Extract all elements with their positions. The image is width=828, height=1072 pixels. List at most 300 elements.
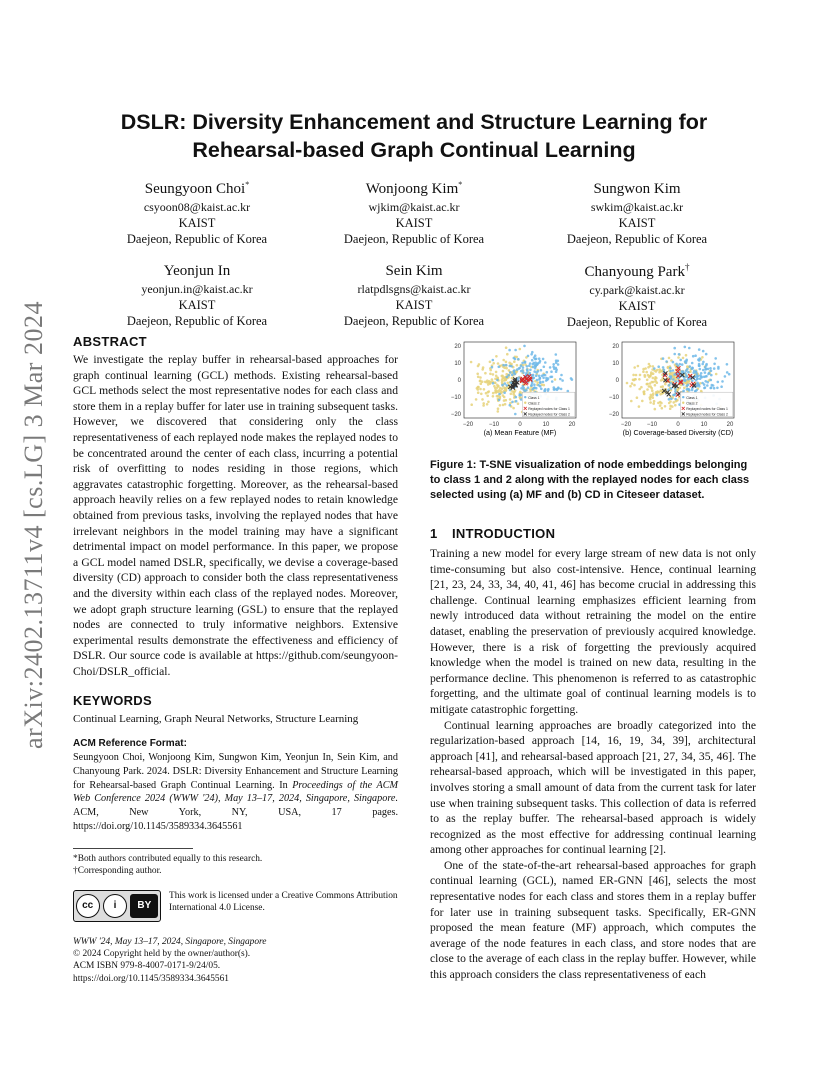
- class2-point: [674, 404, 677, 407]
- class2-point: [482, 402, 485, 405]
- class1-point: [544, 361, 547, 364]
- class2-point: [496, 384, 499, 387]
- class2-point: [496, 395, 499, 398]
- class1-point: [515, 396, 518, 399]
- class1-point: [514, 349, 517, 352]
- class2-point: [633, 384, 636, 387]
- class2-point: [489, 373, 492, 376]
- class2-point: [677, 389, 680, 392]
- footnotes: [73, 848, 398, 878]
- class1-point: [525, 389, 528, 392]
- class1-point: [701, 382, 704, 385]
- license-block: [73, 890, 398, 922]
- tsne-figure: [430, 336, 756, 448]
- class2-point: [477, 391, 480, 394]
- class2-point: [502, 404, 505, 407]
- class2-point: [499, 404, 502, 407]
- class2-point: [677, 356, 680, 359]
- class2-point: [643, 392, 646, 395]
- class2-point: [502, 359, 505, 362]
- attribution-icon: i: [103, 894, 127, 918]
- footnote-rule: [73, 848, 193, 849]
- arxiv-sidebar-stamp: arXiv:2402.13711v4 [cs.LG] 3 Mar 2024: [19, 301, 48, 749]
- class2-point: [480, 393, 483, 396]
- author-block: Seungyoon Choi* csyoon08@kaist.ac.kr KAIST Daejeon, Republic of Korea: [87, 175, 307, 247]
- class1-point: [692, 355, 695, 358]
- class1-point: [549, 366, 552, 369]
- class2-point: [668, 373, 671, 376]
- copyright-block: [73, 936, 398, 986]
- y-tick-label: −10: [608, 395, 619, 401]
- class1-point: [681, 363, 684, 366]
- class1-point: [531, 359, 534, 362]
- class2-point: [652, 381, 655, 384]
- isbn-line: ACM ISBN 979-8-4007-0171-9/24/05.: [73, 961, 221, 972]
- class1-point: [535, 374, 538, 377]
- class2-point: [660, 379, 663, 382]
- y-tick-label: −20: [608, 412, 619, 418]
- class2-point: [664, 383, 667, 386]
- author-location: Daejeon, Republic of Korea: [126, 314, 268, 328]
- class1-point: [508, 349, 511, 352]
- author-name: Yeonjun In: [163, 263, 231, 279]
- class2-point: [503, 367, 506, 370]
- class1-point: [684, 360, 687, 363]
- class1-point: [539, 360, 542, 363]
- author-location: Daejeon, Republic of Korea: [126, 232, 268, 246]
- class2-point: [477, 365, 480, 368]
- class1-point: [517, 376, 520, 379]
- class1-point: [698, 348, 701, 351]
- acm-reference-text: Seungyoon Choi, Wonjoong Kim, Sungwon Kim, Yeonjun In, Sein Kim, and Chanyoung Park. 2024. DSLR: Diversity Enhancement and Structure Learning for Rehearsal-based Graph Continual Learning. In Proceedings of the ACM Web Conference 2024 (WWW '24), May 13–17, 2024, Singapore, Singapore. ACM, New York, NY, USA, 17 pages. https://doi.org/10.1145/3589334.3645561: [73, 752, 398, 833]
- class1-point: [673, 353, 676, 356]
- class2-point: [492, 362, 495, 365]
- x-tick-label: −10: [646, 422, 658, 428]
- class1-point: [524, 361, 527, 364]
- class2-point: [636, 396, 639, 399]
- class2-point: [715, 373, 718, 376]
- y-tick-label: 10: [612, 361, 619, 367]
- class1-point: [704, 366, 707, 369]
- class2-point: [509, 398, 512, 401]
- legend-label: Class 2: [686, 401, 698, 406]
- class1-point: [498, 393, 501, 396]
- class2-point: [671, 372, 674, 375]
- author-affiliation: KAIST: [178, 216, 216, 230]
- class1-point: [561, 379, 564, 382]
- legend-marker: [524, 396, 526, 398]
- legend-label: Replayed nodes for Class 2: [528, 412, 570, 417]
- class2-point: [649, 385, 652, 388]
- class2-point: [654, 380, 657, 383]
- legend-label: Replayed nodes for Class 2: [686, 412, 728, 417]
- class1-point: [522, 371, 525, 374]
- class1-point: [679, 359, 682, 362]
- class2-point: [631, 382, 634, 385]
- class1-point: [724, 375, 727, 378]
- class1-point: [520, 387, 523, 390]
- panel-b-plot: [609, 342, 734, 437]
- author-location: Daejeon, Republic of Korea: [343, 314, 485, 328]
- class2-point: [496, 386, 499, 389]
- class1-point: [657, 365, 660, 368]
- author-block: [304, 257, 524, 329]
- class1-point: [542, 377, 545, 380]
- class1-point: [684, 346, 687, 349]
- class1-point: [678, 353, 681, 356]
- class1-point: [532, 363, 535, 366]
- by-label: BY: [130, 894, 158, 918]
- conference-line: WWW '24, May 13–17, 2024, Singapore, Singapore: [73, 936, 267, 947]
- class1-point: [511, 374, 514, 377]
- class1-point: [691, 362, 694, 365]
- class1-point: [514, 358, 517, 361]
- class2-point: [488, 390, 491, 393]
- class1-point: [673, 347, 676, 350]
- class2-point: [656, 390, 659, 393]
- class1-point: [540, 369, 543, 372]
- class1-point: [726, 363, 729, 366]
- class1-point: [537, 370, 540, 373]
- class2-point: [495, 355, 498, 358]
- class1-point: [706, 381, 709, 384]
- class2-point: [493, 385, 496, 388]
- class2-point: [637, 365, 640, 368]
- class2-point: [654, 384, 657, 387]
- author-location: Daejeon, Republic of Korea: [343, 232, 485, 246]
- class1-point: [560, 388, 563, 391]
- class1-point: [670, 376, 673, 379]
- class1-point: [669, 367, 672, 370]
- panel-a-plot: [451, 342, 576, 437]
- class1-point: [552, 366, 555, 369]
- class1-point: [526, 365, 529, 368]
- author-email: yeonjun.in@kaist.ac.kr: [141, 282, 253, 296]
- class1-point: [699, 377, 702, 380]
- x-tick-label: −20: [620, 422, 632, 428]
- class2-point: [650, 394, 653, 397]
- class2-point: [494, 391, 497, 394]
- class1-point: [517, 358, 520, 361]
- class1-point: [506, 384, 509, 387]
- class1-point: [525, 372, 528, 375]
- introduction-heading: 1 INTRODUCTION: [430, 526, 556, 541]
- class2-point: [661, 407, 664, 410]
- class2-point: [633, 366, 636, 369]
- class2-point: [669, 400, 672, 403]
- y-tick-label: −20: [450, 412, 461, 418]
- class2-point: [491, 378, 494, 381]
- y-tick-label: 20: [454, 344, 461, 350]
- class1-point: [713, 363, 716, 366]
- class2-point: [672, 401, 675, 404]
- class1-point: [509, 404, 512, 407]
- class2-point: [507, 382, 510, 385]
- author-name: Sein Kim: [385, 263, 443, 279]
- class1-point: [505, 364, 508, 367]
- class2-point: [685, 354, 688, 357]
- class2-point: [480, 382, 483, 385]
- class1-point: [689, 365, 692, 368]
- class2-point: [646, 388, 649, 391]
- class2-point: [497, 407, 500, 410]
- class1-point: [571, 378, 574, 381]
- class1-point: [496, 379, 499, 382]
- class2-point: [660, 386, 663, 389]
- x-tick-label: 0: [676, 422, 680, 428]
- class1-point: [728, 373, 731, 376]
- class2-point: [479, 388, 482, 391]
- class1-point: [555, 353, 558, 356]
- class1-point: [542, 381, 545, 384]
- class2-point: [543, 384, 546, 387]
- class1-point: [501, 384, 504, 387]
- author-block: Chanyoung Park† cy.park@kaist.ac.kr KAIST Daejeon, Republic of Korea: [527, 257, 747, 330]
- class2-point: [630, 400, 633, 403]
- class2-point: [470, 361, 473, 364]
- class1-point: [538, 377, 541, 380]
- class1-point: [679, 363, 682, 366]
- class1-point: [527, 386, 530, 389]
- class2-point: [519, 348, 522, 351]
- class1-point: [528, 364, 531, 367]
- class2-point: [554, 378, 557, 381]
- class1-point: [686, 388, 689, 391]
- class2-point: [671, 405, 674, 408]
- author-email: cy.park@kaist.ac.kr: [589, 283, 685, 297]
- class1-point: [544, 374, 547, 377]
- intro-paragraph-2: Continual learning approaches are broadly categorized into the regularization-based approach [14, 16, 19, 34, 39], architectural approach [41], and rehearsal-based approach [21, 27, 34, 35, 46]. The rehearsal-based approach, which will be investigated in this paper, involves storing a small amount of data from the current task for later use when training subsequent tasks. This collection of data is referred to as the replay buffer. The rehearsal-based approach is widely recognized as the most effective for addressing continual learning among other approaches for continual learning [2].: [430, 718, 756, 857]
- class1-point: [533, 383, 536, 386]
- class2-point: [644, 367, 647, 370]
- class1-point: [537, 384, 540, 387]
- class1-point: [523, 345, 526, 348]
- class2-point: [501, 375, 504, 378]
- class2-point: [492, 395, 495, 398]
- class2-point: [640, 386, 643, 389]
- class1-point: [530, 384, 533, 387]
- class2-point: [644, 375, 647, 378]
- class2-point: [505, 346, 508, 349]
- class2-point: [483, 388, 486, 391]
- author-affiliation: KAIST: [618, 299, 656, 313]
- author-name: Chanyoung Park: [584, 264, 685, 280]
- class1-point: [507, 374, 510, 377]
- legend-marker: [682, 402, 684, 404]
- class1-point: [521, 362, 524, 365]
- class1-point: [534, 367, 537, 370]
- class2-point: [510, 393, 513, 396]
- class1-point: [503, 391, 506, 394]
- class2-point: [626, 382, 629, 385]
- class1-point: [670, 397, 673, 400]
- class2-point: [660, 402, 663, 405]
- class2-point: [476, 373, 479, 376]
- class1-point: [713, 387, 716, 390]
- class1-point: [510, 365, 513, 368]
- class1-point: [662, 357, 665, 360]
- class1-point: [707, 373, 710, 376]
- class2-point: [515, 356, 518, 359]
- x-tick-label: −20: [462, 422, 474, 428]
- class2-point: [498, 389, 501, 392]
- class1-point: [559, 378, 562, 381]
- class2-point: [479, 380, 482, 383]
- class2-point: [660, 389, 663, 392]
- doi-line: https://doi.org/10.1145/3589334.3645561: [73, 973, 229, 984]
- class1-point: [513, 369, 516, 372]
- class1-point: [663, 369, 666, 372]
- class2-point: [484, 381, 487, 384]
- class1-point: [547, 377, 550, 380]
- author-affiliation: KAIST: [395, 216, 433, 230]
- class1-point: [702, 369, 705, 372]
- class1-point: [522, 366, 525, 369]
- class1-point: [695, 370, 698, 373]
- class2-point: [497, 362, 500, 365]
- class2-point: [485, 392, 488, 395]
- class1-point: [672, 394, 675, 397]
- class1-point: [552, 363, 555, 366]
- author-affiliation: KAIST: [618, 216, 656, 230]
- class1-point: [674, 398, 677, 401]
- class1-point: [498, 399, 501, 402]
- class1-point: [546, 371, 549, 374]
- author-block: [87, 257, 307, 329]
- class1-point: [540, 388, 543, 391]
- class2-point: [492, 392, 495, 395]
- x-tick-label: 0: [518, 422, 522, 428]
- class1-point: [491, 366, 494, 369]
- legend-marker: [682, 396, 684, 398]
- class2-point: [632, 379, 635, 382]
- author-location: Daejeon, Republic of Korea: [566, 315, 708, 329]
- author-affiliation: KAIST: [178, 298, 216, 312]
- class1-point: [687, 371, 690, 374]
- class1-point: [709, 367, 712, 370]
- class2-point: [669, 407, 672, 410]
- class2-point: [516, 364, 519, 367]
- left-column: [73, 334, 398, 985]
- intro-paragraph-3: One of the state-of-the-art rehearsal-based approaches for graph continual learning (GCL), named ER-GNN [46], selects the most representative nodes for each class and stores them in a replay buffer for later use in training subsequent tasks. Specifically, ER-GNN proposed the mean feature (MF) approach, which computes the average of the node features in each class, and store nodes that are close to the average of each class in the replay buffer. However, while this approach considers the class representativeness of each: [430, 858, 756, 982]
- class2-point: [641, 400, 644, 403]
- legend-marker: [524, 402, 526, 404]
- y-tick-label: 10: [454, 361, 461, 367]
- y-tick-label: 0: [615, 378, 619, 384]
- author-block: [527, 175, 747, 247]
- class2-point: [642, 370, 645, 373]
- class2-point: [646, 379, 649, 382]
- class1-point: [533, 356, 536, 359]
- class1-point: [557, 363, 560, 366]
- class2-point: [668, 357, 671, 360]
- class1-point: [536, 363, 539, 366]
- class2-point: [653, 400, 656, 403]
- class1-point: [698, 363, 701, 366]
- class2-point: [503, 399, 506, 402]
- class1-point: [529, 369, 532, 372]
- class2-point: [489, 361, 492, 364]
- abstract-text: We investigate the replay buffer in rehearsal-based approaches for graph continual learning (GCL) methods. Existing rehearsal-based GCL methods select the most representative nodes for each class and store them in a replay buffer for later use in training subsequent tasks. However, we discovered that considering only the class representativeness of each replayed node makes the replayed nodes to be concentrated around the center of each class, incurring a potential risk of overfitting to nodes residing in those regions, which aggravates catastrophic forgetting. Moreover, as the rehearsal-based approach heavily relies on a few replayed nodes to retain knowledge obtained from previous tasks, involving the replayed nodes that have irrelevant neighbors in the model training may have a significant detrimental impact on model performance. In this paper, we propose a GCL model named DSLR, specifically, we devise a coverage-based diversity (CD) approach to consider both the class representativeness and the diversity within each class of the replayed nodes. Moreover, we adopt graph structure learning (GSL) to ensure that the replayed nodes are connected to truly informative neighbors. Extensive experimental results demonstrate the effectiveness and efficiency of DSLR. Our source code is available at https://github.com/seungyoon-Choi/DSLR_official.: [73, 353, 398, 678]
- class1-point: [691, 367, 694, 370]
- footnote-corresponding: †Corresponding author.: [73, 866, 162, 877]
- class2-point: [492, 373, 495, 376]
- class1-point: [549, 376, 552, 379]
- class1-point: [553, 388, 556, 391]
- class1-point: [538, 357, 541, 360]
- class2-point: [655, 370, 658, 373]
- paper-title: [70, 108, 758, 164]
- class2-point: [477, 386, 480, 389]
- class1-point: [539, 382, 542, 385]
- class2-point: [649, 401, 652, 404]
- class1-point: [653, 367, 656, 370]
- class1-point: [498, 366, 501, 369]
- class1-point: [694, 354, 697, 357]
- class1-point: [668, 398, 671, 401]
- class2-point: [486, 395, 489, 398]
- class1-point: [542, 358, 545, 361]
- class1-point: [656, 394, 659, 397]
- class2-point: [486, 403, 489, 406]
- class2-point: [505, 361, 508, 364]
- acm-reference-heading: ACM Reference Format:: [73, 738, 187, 750]
- class2-point: [481, 398, 484, 401]
- class2-point: [508, 362, 511, 365]
- author-affiliation: KAIST: [395, 298, 433, 312]
- author-email: csyoon08@kaist.ac.kr: [143, 200, 251, 214]
- class1-point: [720, 385, 723, 388]
- class1-point: [560, 374, 563, 377]
- class2-point: [470, 403, 473, 406]
- panel-caption: (a) Mean Feature (MF): [483, 428, 557, 437]
- footnote-equal-contribution: *Both authors contributed equally to this research.: [73, 853, 263, 864]
- class2-point: [652, 402, 655, 405]
- class2-point: [635, 374, 638, 377]
- license-text: This work is licensed under a Creative Commons Attribution International 4.0 License.: [169, 890, 398, 914]
- class1-point: [557, 360, 560, 363]
- class1-point: [696, 382, 699, 385]
- class1-point: [672, 369, 675, 372]
- y-tick-label: 20: [612, 344, 619, 350]
- class2-point: [659, 404, 662, 407]
- class1-point: [662, 366, 665, 369]
- class2-point: [646, 383, 649, 386]
- class1-point: [522, 387, 525, 390]
- class1-point: [705, 353, 708, 356]
- class1-point: [726, 371, 729, 374]
- class1-point: [536, 379, 539, 382]
- title-line-2: Rehearsal-based Graph Continual Learning: [192, 138, 636, 162]
- class2-point: [497, 410, 500, 413]
- class2-point: [649, 375, 652, 378]
- class2-point: [475, 398, 478, 401]
- class2-point: [502, 370, 505, 373]
- class1-point: [492, 382, 495, 385]
- class2-point: [536, 381, 539, 384]
- class2-point: [481, 368, 484, 371]
- title-line-1: DSLR: Diversity Enhancement and Structure Learning for: [120, 110, 708, 134]
- panel-caption: (b) Coverage-based Diversity (CD): [622, 428, 734, 437]
- class1-point: [702, 361, 705, 364]
- class2-point: [513, 391, 516, 394]
- class2-point: [489, 369, 492, 372]
- class1-point: [669, 370, 672, 373]
- class2-point: [701, 356, 704, 359]
- intro-paragraph-1: Training a new model for every large stream of new data is not only time-consuming but also cost-intensive. Hence, continual learning [21, 23, 24, 33, 34, 40, 41, 46] has become crucial in addressing this challenge. Continual learning emphasizes efficient learning from newly introduced data without retraining the model on the entire dataset, enabling the preservation of previously acquired knowledge. However, there is a risk of forgetting the previously acquired knowledge when the model is trained on new data, resulting in the performance decline. This phenomenon is referred to as catastrophic forgetting, and the ultimate goal of continual learning models is to mitigate catastrophic forgetting.: [430, 547, 756, 716]
- class1-point: [556, 389, 559, 392]
- class2-point: [683, 387, 686, 390]
